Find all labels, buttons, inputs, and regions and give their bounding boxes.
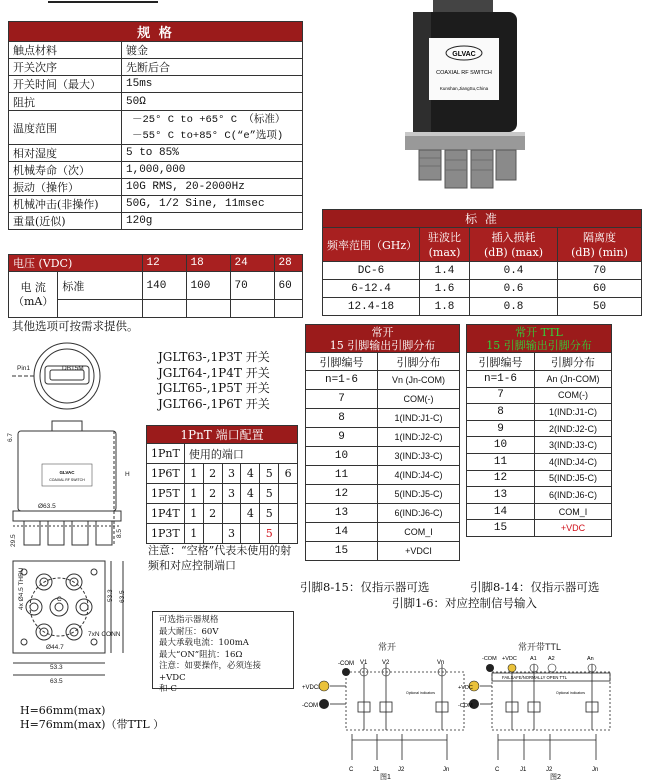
- circuit-title-ttl: 常开带TTL: [518, 642, 562, 652]
- pin-row: 9 2(IND:J2-C): [467, 420, 612, 437]
- current-value: 70: [230, 272, 274, 300]
- pin-ttl-title: 常开 TTL 15 引脚输出引脚分布: [467, 325, 612, 353]
- pin-row: 8 1(IND:J1-C): [467, 404, 612, 421]
- pin-row: 14 COM_I: [467, 503, 612, 520]
- voltage-value: 24: [230, 255, 274, 272]
- pin-row: 15 +VDC: [467, 520, 612, 537]
- svg-text:Optional indicators: Optional indicators: [406, 691, 435, 695]
- pin-note-a: 引脚8-15：仅指示器可选: [300, 580, 430, 594]
- svg-text:J1: J1: [520, 767, 527, 773]
- svg-text:7xN CONN: 7xN CONN: [88, 631, 121, 638]
- spec-label: 重量(近似): [9, 213, 122, 230]
- svg-text:8.5: 8.5: [116, 528, 123, 538]
- spec-label: 阻抗: [9, 93, 122, 111]
- other-options-note: 其他选项可按需求提供。: [12, 319, 139, 333]
- current-value: 100: [186, 272, 230, 300]
- svg-text:A1: A1: [530, 656, 537, 662]
- spec-value: 先断后合: [122, 59, 303, 76]
- indicator-title: 可选指示器规格: [159, 615, 219, 625]
- svg-text:53.3: 53.3: [50, 664, 63, 671]
- pin-table-normally-open: [305, 324, 460, 561]
- height-notes: [20, 704, 164, 732]
- height-ttl: H=76mm(max)（带TTL ）: [20, 718, 165, 731]
- pin-row: 12 5(IND:J5-C): [306, 485, 460, 504]
- cropped-header-text: [48, 0, 158, 3]
- port-config-row: 1P4T 1 2 4 5: [147, 504, 298, 524]
- spec-table: [8, 21, 303, 230]
- svg-text:J1: J1: [373, 767, 380, 773]
- photo-dsub-connector: [433, 0, 493, 14]
- svg-text:J2: J2: [398, 767, 405, 773]
- spec-value: 15ms: [122, 76, 303, 93]
- product-photo: [395, 0, 535, 195]
- spec-label: 振动（操作）: [9, 179, 122, 196]
- port-config-table: [146, 425, 298, 544]
- port-config-header-right: 使用的端口: [184, 444, 297, 464]
- pin-row: 13 6(IND:J6-C): [467, 487, 612, 504]
- pin-note-c: 引脚1-6：对应控制信号输入: [392, 596, 538, 610]
- svg-text:53.3: 53.3: [107, 589, 114, 602]
- pin-table-ttl: [466, 324, 612, 537]
- pin-row: 10 3(IND:J3-C): [467, 437, 612, 454]
- current-value: 60: [274, 272, 302, 300]
- top-view-outline: [34, 343, 100, 409]
- svg-text:An: An: [587, 656, 594, 662]
- spec-value: 1,000,000: [122, 162, 303, 179]
- svg-text:FAILSAFE/NORMALLY OPEN TTL: FAILSAFE/NORMALLY OPEN TTL: [502, 675, 567, 680]
- model-item: JGLT65-,1P5T 开关: [158, 381, 270, 395]
- spec-label: 机械冲击(非操作): [9, 196, 122, 213]
- pin-note-b: 引脚8-14：仅指示器可选: [470, 580, 600, 594]
- spec-title: 规 格: [9, 22, 303, 42]
- voltage-value: 28: [274, 255, 302, 272]
- photo-product-name: COAXIAL RF SWITCH: [436, 70, 492, 76]
- spec-label: 温度范围: [9, 111, 122, 145]
- svg-text:+VDC: +VDC: [502, 656, 517, 662]
- svg-text:Vn: Vn: [437, 660, 445, 666]
- photo-rf-connectors: [419, 150, 516, 188]
- svg-text:29.5: 29.5: [10, 534, 17, 547]
- fig1-caption: 图1: [380, 774, 391, 781]
- svg-text:4x Ø4.5 THRU: 4x Ø4.5 THRU: [18, 567, 25, 610]
- model-list: [158, 350, 270, 412]
- standard-row: DC-6 1.4 0.4 70: [323, 262, 642, 280]
- pin-row: 11 4(IND:J4-C): [306, 466, 460, 485]
- svg-text:A2: A2: [548, 656, 555, 662]
- svg-text:C: C: [57, 596, 62, 603]
- side-view-label: [42, 464, 92, 486]
- model-item: JGLT66-,1P6T 开关: [158, 396, 270, 411]
- indicator-line: 和-C: [159, 684, 177, 694]
- indicator-spec-box: [152, 611, 294, 694]
- svg-text:H: H: [125, 471, 130, 478]
- photo-brand: GLVAC: [452, 51, 476, 58]
- pin-row: 7 COM(-): [306, 390, 460, 409]
- standard-header-freq: 频率范围（GHz）: [323, 228, 420, 262]
- spec-label: 机械寿命（次）: [9, 162, 122, 179]
- spec-value: 120g: [122, 213, 303, 230]
- pin-no-title: 常开 15 引脚输出引脚分布: [306, 325, 460, 353]
- pin-row: n=1-6 Vn (Jn-COM): [306, 371, 460, 390]
- side-view-flange: [13, 511, 121, 521]
- svg-text:Pin1: Pin1: [17, 365, 31, 372]
- svg-text:-COM: -COM: [302, 703, 318, 709]
- port-config-header-left: 1PnT: [147, 444, 185, 464]
- svg-text:Jn: Jn: [592, 767, 599, 773]
- height-standard: H=66mm(max): [20, 704, 106, 717]
- standard-title: 标 准: [323, 210, 642, 228]
- svg-text:-COM: -COM: [338, 661, 354, 667]
- model-item: JGLT64-,1P4T 开关: [158, 365, 270, 380]
- svg-text:J2: J2: [546, 767, 553, 773]
- spec-value: 镀金: [122, 42, 303, 59]
- spec-label: 触点材料: [9, 42, 122, 59]
- mechanical-drawing: [4, 336, 144, 696]
- svg-text:Ø63.5: Ø63.5: [38, 503, 56, 510]
- svg-text:63.5: 63.5: [119, 590, 126, 603]
- svg-text:V2: V2: [382, 660, 390, 666]
- voltage-table: [8, 254, 303, 318]
- pin-row: 14 COM_I: [306, 523, 460, 542]
- indicator-line: 注意：如要操作，必须连接+VDC: [159, 661, 262, 683]
- pin-row: 8 1(IND:J1-C): [306, 409, 460, 428]
- pin-ttl-col2: 引脚分布: [535, 353, 612, 371]
- svg-text:Ø44.7: Ø44.7: [46, 644, 64, 651]
- voltage-label: 电压 (VDC): [9, 255, 143, 272]
- spec-label: 相对湿度: [9, 145, 122, 162]
- pin-row: 12 5(IND:J5-C): [467, 470, 612, 487]
- spec-label: 开关次序: [9, 59, 122, 76]
- port-config-title: 1PnT 端口配置: [147, 426, 298, 444]
- spec-value: 5 to 85%: [122, 145, 303, 162]
- svg-text:+VDCI: +VDCI: [302, 685, 320, 691]
- circuit-title-no: 常开: [378, 642, 397, 652]
- spec-value: 10G RMS, 20-2000Hz: [122, 179, 303, 196]
- standard-header-isolation: 隔离度 (dB) (min): [558, 228, 642, 262]
- svg-text:Optional indicators: Optional indicators: [556, 691, 585, 695]
- bottom-view-flange: [13, 561, 105, 653]
- svg-text:-COM: -COM: [482, 656, 497, 662]
- svg-text:C: C: [349, 767, 354, 773]
- temp-standard: －25° C to +65° C （标准）: [132, 113, 286, 126]
- svg-text:-COM: -COM: [458, 703, 473, 709]
- standard-table: [322, 209, 642, 316]
- svg-text:Jn: Jn: [443, 767, 450, 773]
- model-item: JGLT63-,1P3T 开关: [158, 350, 270, 364]
- indicator-line: 最大“ON”阻抗：16Ω: [159, 649, 243, 660]
- pin-no-col2: 引脚分布: [378, 353, 460, 371]
- voltage-value: 18: [186, 255, 230, 272]
- svg-text:6.7: 6.7: [7, 432, 14, 442]
- pin-row: n=1-6 An (Jn-COM): [467, 371, 612, 388]
- port-config-row: 1P5T 1 2 3 4 5: [147, 484, 298, 504]
- circuit-fig1: [302, 660, 464, 781]
- svg-text:DB15M: DB15M: [62, 365, 84, 372]
- pin-row: 15 +VDCI: [306, 542, 460, 561]
- pin-row: 13 6(IND:J6-C): [306, 504, 460, 523]
- current-label: 电 流 （mA）: [9, 272, 58, 318]
- photo-place: Kunshan,JiangSu,China: [439, 86, 489, 91]
- svg-text:V1: V1: [360, 660, 368, 666]
- fig2-caption: 图2: [550, 774, 561, 781]
- circuit-fig2: [458, 656, 610, 781]
- svg-text:+VDC: +VDC: [458, 685, 473, 691]
- port-config-row: 1P6T 1 2 3 4 5 6: [147, 464, 298, 484]
- pin-row: 7 COM(-): [467, 387, 612, 404]
- port-config-note: 注意：“空格”代表未使用的射频和对应控制端口: [148, 544, 292, 572]
- svg-text:63.5: 63.5: [50, 678, 63, 685]
- spec-label: 开关时间（最大）: [9, 76, 122, 93]
- spec-value: 50Ω: [122, 93, 303, 111]
- svg-text:C: C: [495, 767, 500, 773]
- svg-text:COAXIAL RF SWITCH: COAXIAL RF SWITCH: [49, 478, 85, 482]
- svg-text:GLVAC: GLVAC: [59, 470, 75, 475]
- standard-row: 6-12.4 1.6 0.6 60: [323, 280, 642, 298]
- standard-header-loss: 插入损耗 (dB) (max): [470, 228, 558, 262]
- indicator-line: 最大耐压：60V: [159, 626, 219, 637]
- circuit-diagrams: [302, 640, 620, 781]
- port-config-row: 1P3T 1 3 5: [147, 524, 298, 544]
- pin-row: 9 1(IND:J2-C): [306, 428, 460, 447]
- pin-ttl-col1: 引脚编号: [467, 353, 535, 371]
- spec-value-temperature: [122, 111, 303, 145]
- current-value: 140: [142, 272, 186, 300]
- voltage-value: 12: [142, 255, 186, 272]
- standard-header-vswr: 驻波比 (max): [420, 228, 470, 262]
- pin-row: 11 4(IND:J4-C): [467, 453, 612, 470]
- current-std-label: 标准: [58, 272, 142, 300]
- pin-no-col1: 引脚编号: [306, 353, 378, 371]
- standard-row: 12.4-18 1.8 0.8 50: [323, 298, 642, 316]
- spec-value: 50G, 1/2 Sine, 11msec: [122, 196, 303, 213]
- indicator-line: 最大承载电流：100mA: [159, 638, 249, 648]
- temp-extended: －55° C to+85° C(“e”选项): [132, 129, 284, 142]
- pin-row: 10 3(IND:J3-C): [306, 447, 460, 466]
